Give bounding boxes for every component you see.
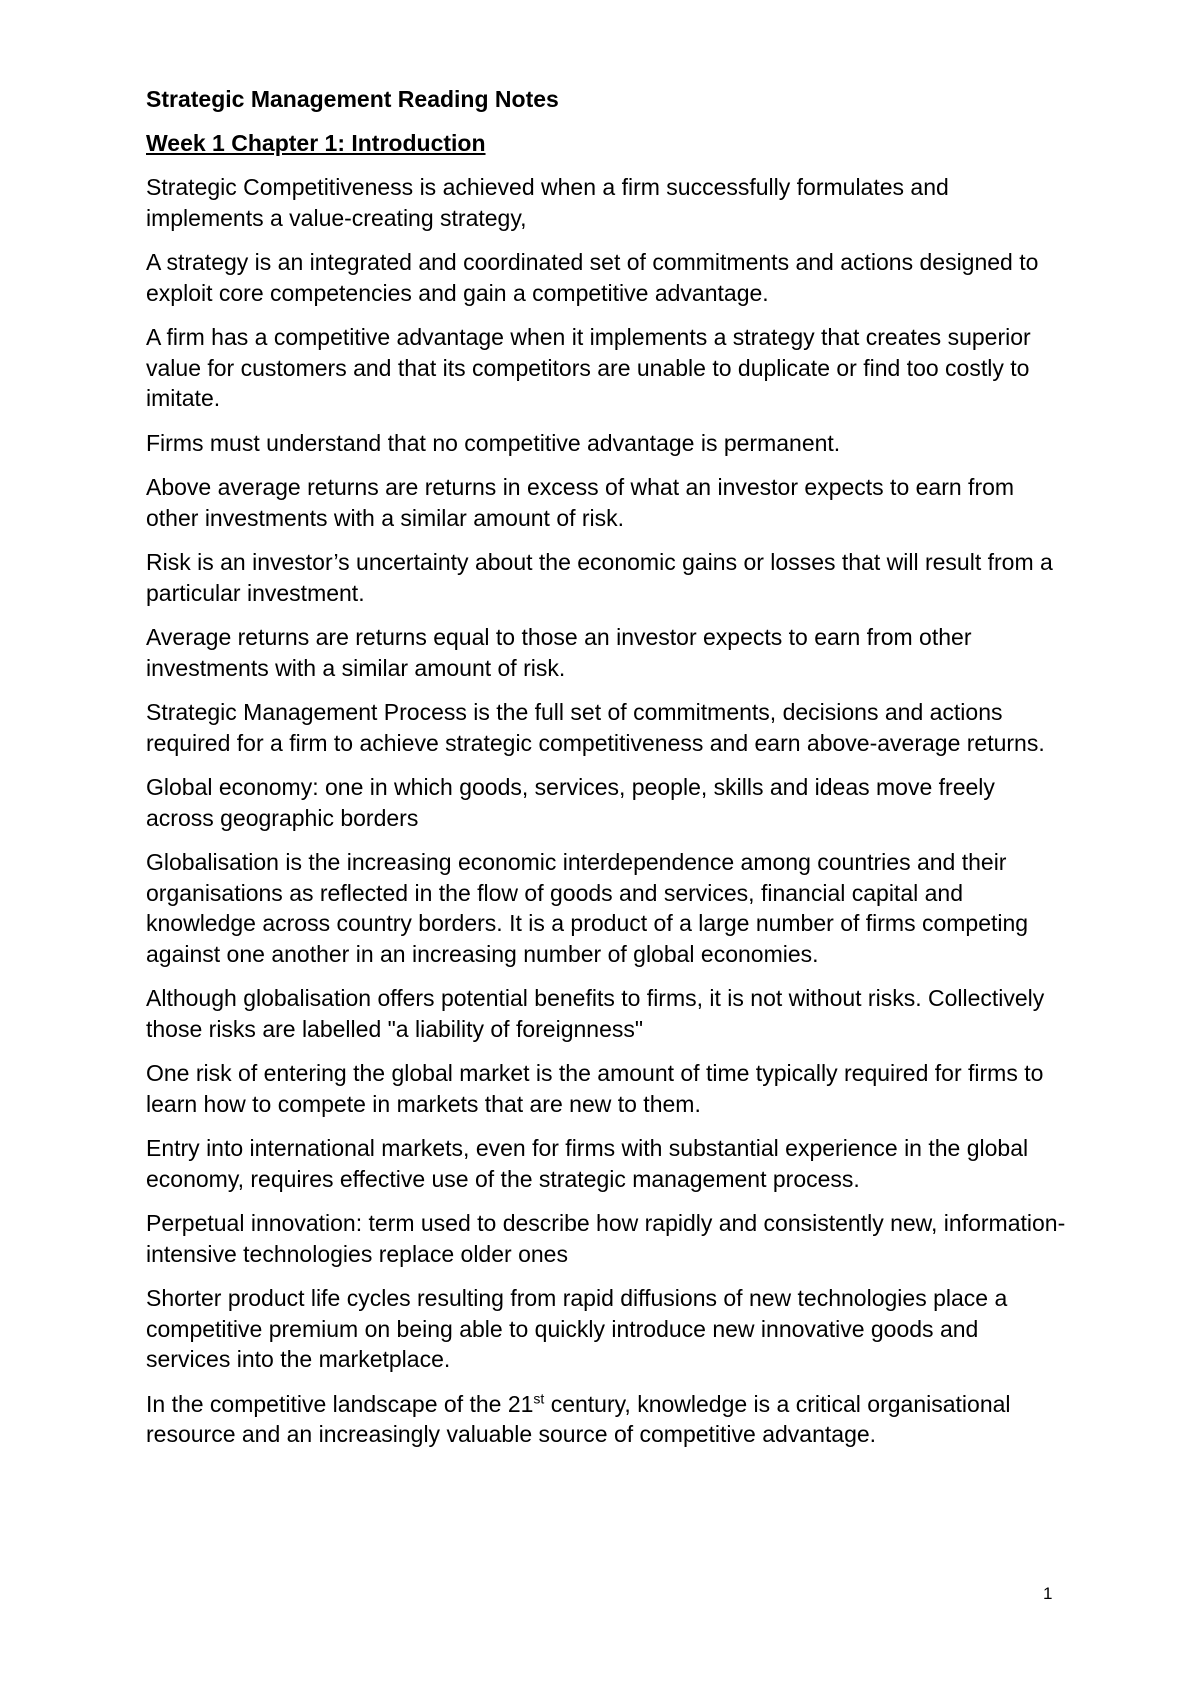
document-title: Strategic Management Reading Notes: [146, 86, 559, 112]
page-number: 1: [1043, 1584, 1053, 1603]
page-content: [146, 84, 1066, 1464]
paragraph: Average returns are returns equal to those an investor expects to earn from other investments with a similar amount of risk.: [146, 624, 972, 681]
paragraph: A firm has a competitive advantage when it implements a strategy that creates superior value for customers and that its competitors are unable to duplicate or find too costly to imitate.: [146, 324, 1031, 411]
chapter-heading: Week 1 Chapter 1: Introduction: [146, 130, 486, 156]
paragraph: Although globalisation offers potential benefits to firms, it is not without risks. Collectively those risks are labelled "a liability of foreignness": [146, 985, 1045, 1042]
paragraph: Global economy: one in which goods, services, people, skills and ideas move freely across geographic borders: [146, 774, 995, 831]
paragraph-21st-century: [146, 1389, 1066, 1450]
paragraph: A strategy is an integrated and coordinated set of commitments and actions designed to exploit core competencies and gain a competitive advantage.: [146, 249, 1039, 306]
paragraph: Perpetual innovation: term used to describe how rapidly and consistently new, information-intensive technologies replace older ones: [146, 1210, 1066, 1267]
paragraph: Firms must understand that no competitive advantage is permanent.: [146, 429, 841, 456]
paragraph: Shorter product life cycles resulting from rapid diffusions of new technologies place a competitive premium on being able to quickly introduce new innovative goods and services into the marketplace.: [146, 1285, 1008, 1372]
paragraph-text-before: In the competitive landscape of the 21: [146, 1390, 534, 1417]
paragraph: Risk is an investor’s uncertainty about the economic gains or losses that will result from a particular investment.: [146, 549, 1053, 606]
paragraph-text-after: century, knowledge is a critical organisational resource and an increasingly valuable source of competitive advantage.: [146, 1390, 1011, 1447]
paragraph: Globalisation is the increasing economic interdependence among countries and their organisations as reflected in the flow of goods and services, financial capital and knowledge across country borders. It is a product of a large number of firms competing against one another in an increasing number of global economies.: [146, 849, 1029, 967]
paragraph: Entry into international markets, even for firms with substantial experience in the global economy, requires effective use of the strategic management process.: [146, 1135, 1029, 1192]
ordinal-superscript: st: [533, 1389, 545, 1406]
paragraph: Above average returns are returns in excess of what an investor expects to earn from other investments with a similar amount of risk.: [146, 474, 1015, 531]
paragraph: Strategic Management Process is the full set of commitments, decisions and actions required for a firm to achieve strategic competitiveness and earn above-average returns.: [146, 699, 1045, 756]
paragraph: One risk of entering the global market is the amount of time typically required for firms to learn how to compete in markets that are new to them.: [146, 1060, 1044, 1117]
paragraph: Strategic Competitiveness is achieved when a firm successfully formulates and implements a value-creating strategy,: [146, 174, 949, 231]
